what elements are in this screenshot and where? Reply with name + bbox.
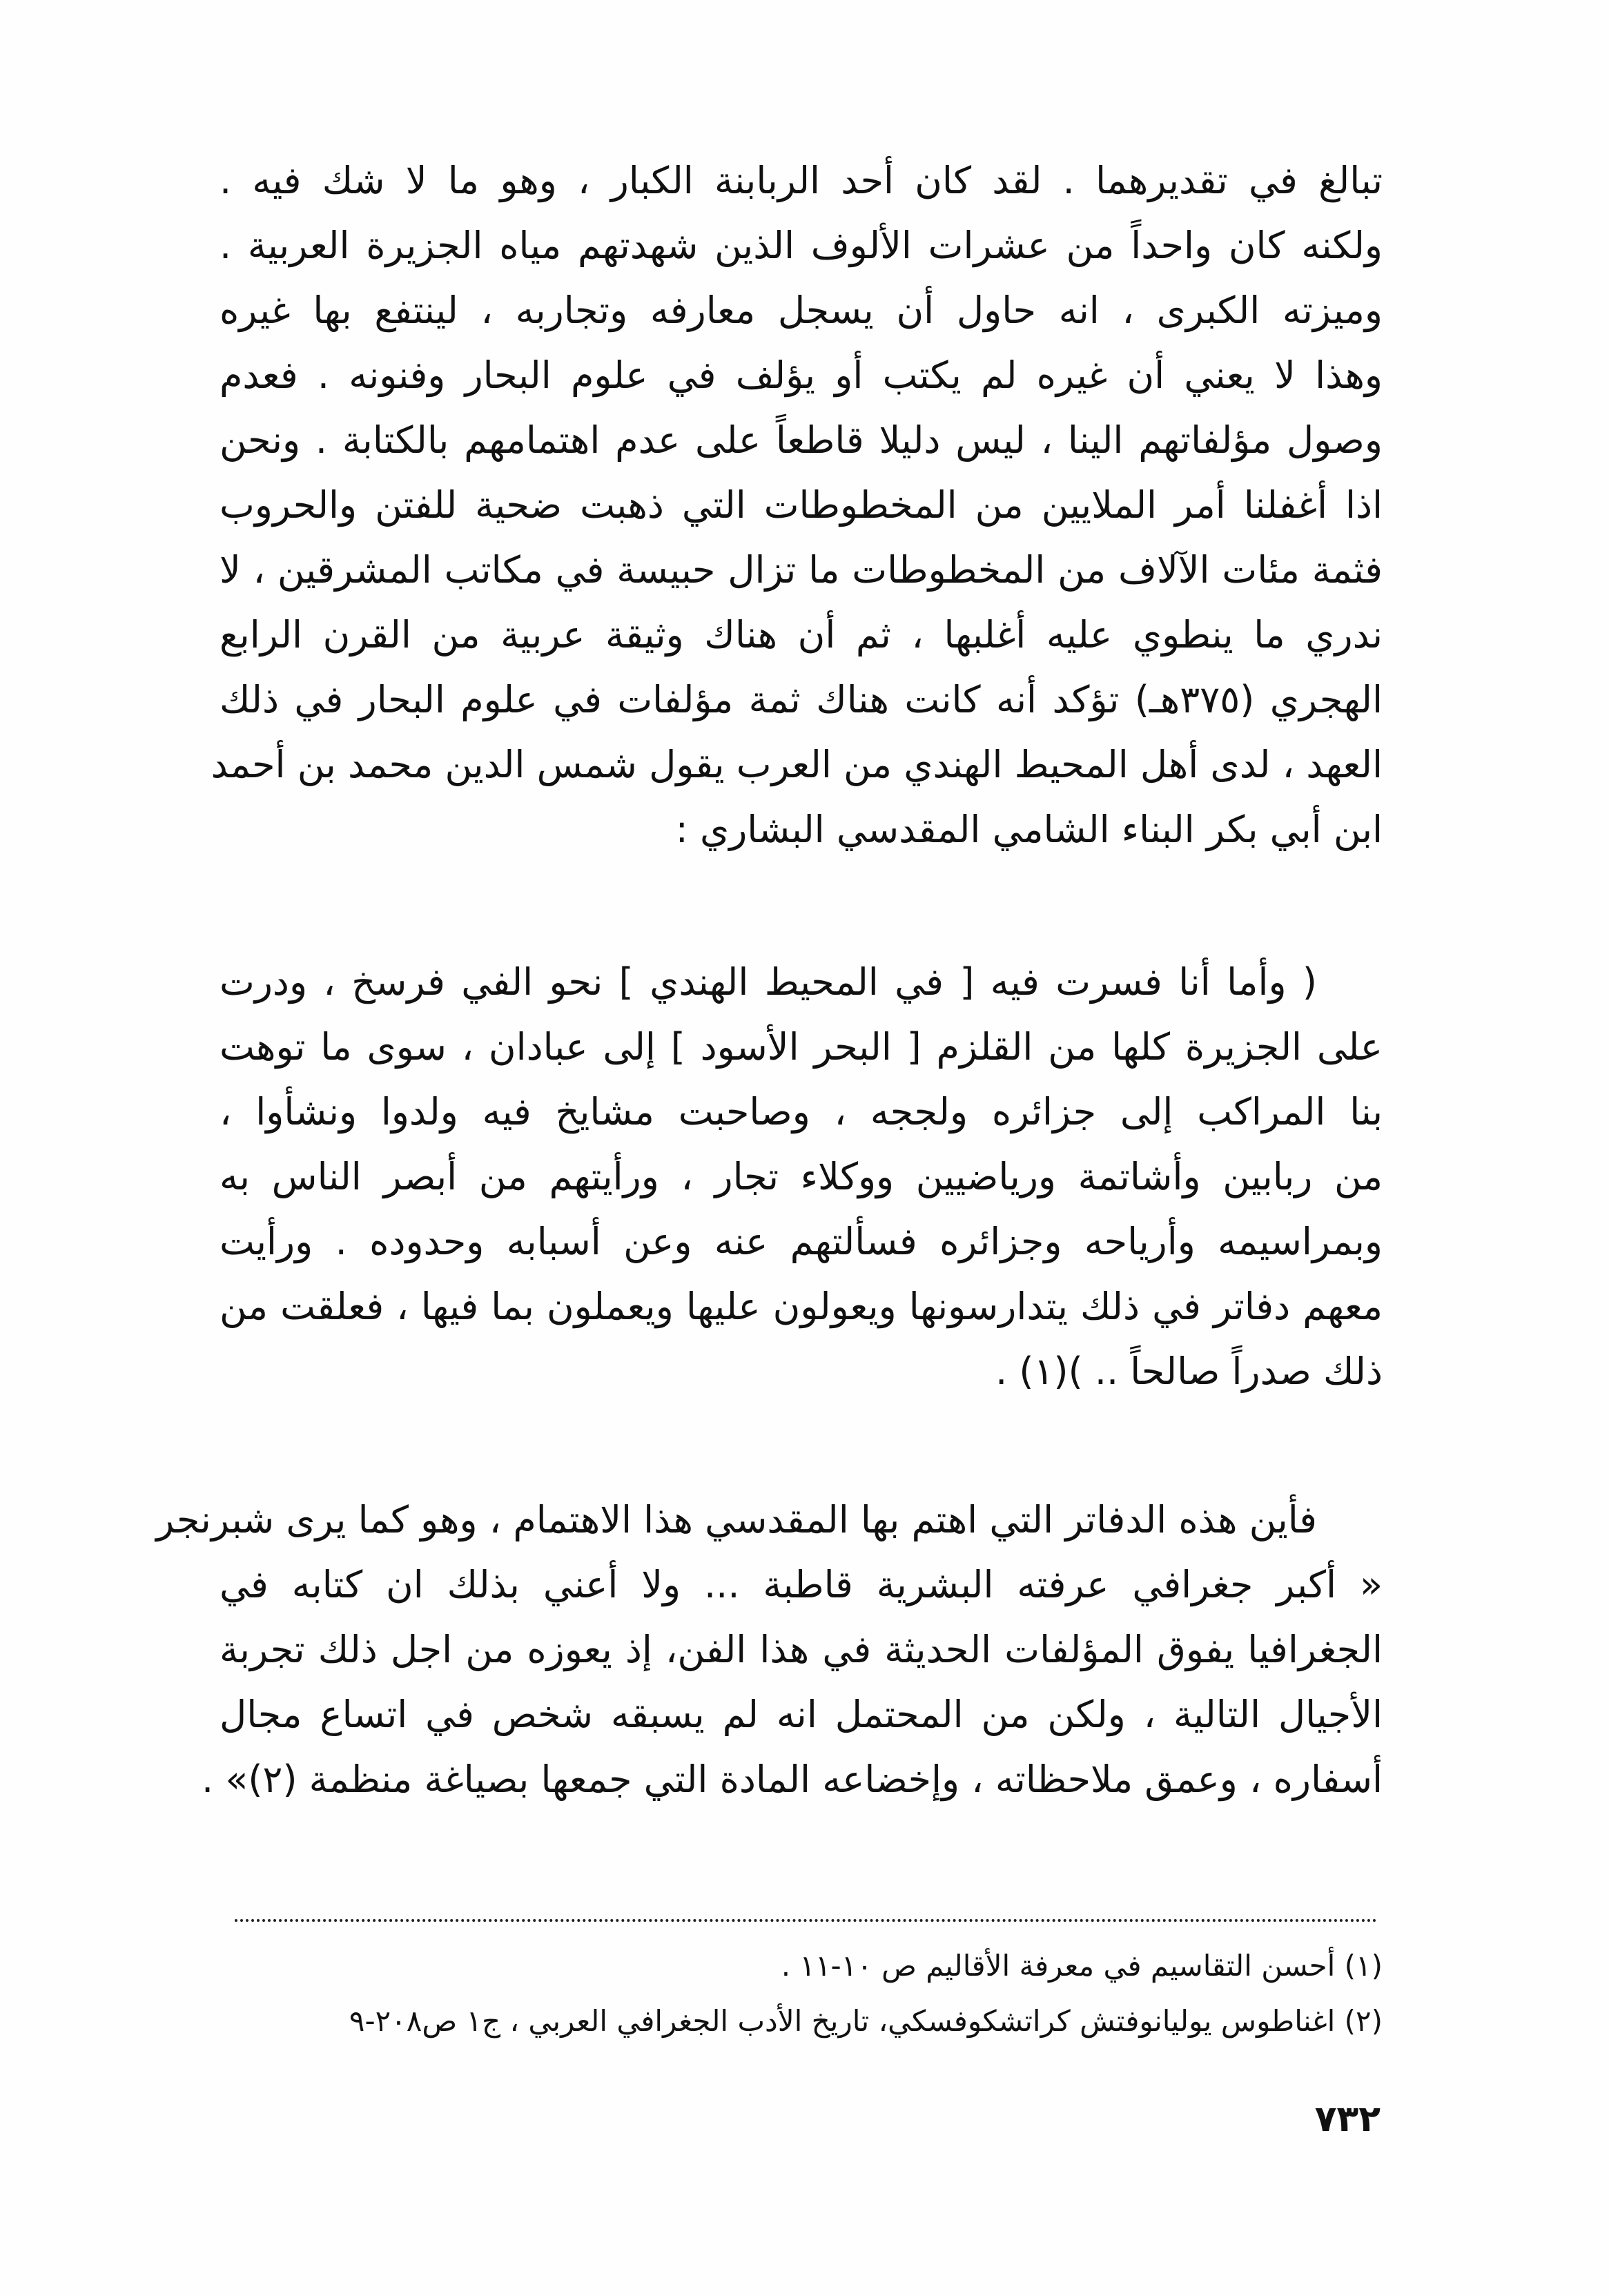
text-line: الجغرافيا يفوق المؤلفات الحديثة في هذا الفن، إذ يعوزه من اجل ذلك تجربة bbox=[220, 1628, 1383, 1671]
text-line: ذلك صدراً صالحاً .. )(١) . bbox=[995, 1350, 1383, 1393]
text-line: من ربابين وأشاتمة ورياضيين ووكلاء تجار ، ورأيتهم من أبصر الناس به bbox=[220, 1155, 1383, 1198]
text-line: « أكبر جغرافي عرفته البشرية قاطبة ... ولا أعني بذلك ان كتابه في bbox=[220, 1563, 1383, 1606]
text-line: وهذا لا يعني أن غيره لم يكتب أو يؤلف في علوم البحار وفنونه . فعدم bbox=[220, 353, 1383, 397]
footnotes bbox=[220, 1938, 1383, 2049]
text-line: العهد ، لدى أهل المحيط الهندي من العرب يقول شمس الدين محمد بن أحمد bbox=[211, 743, 1383, 786]
text-line: ابن أبي بكر البناء الشامي المقدسي البشاري : bbox=[675, 808, 1383, 851]
paragraph-3 bbox=[156, 1488, 1383, 1812]
text-line: اذا أغفلنا أمر الملايين من المخطوطات التي ذهبت ضحية للفتن والحروب bbox=[220, 483, 1383, 527]
footnote: (٢) اغناطوس يوليانوفتش كراتشكوفسكي، تاريخ الأدب الجغرافي العربي ، ج١ ص٢٠٨-٩ bbox=[349, 2004, 1383, 2038]
text-line: فثمة مئات الآلاف من المخطوطات ما تزال حبيسة في مكاتب المشرقين ، لا bbox=[220, 548, 1383, 592]
text-line: ندري ما ينطوي عليه أغلبها ، ثم أن هناك وثيقة عربية من القرن الرابع bbox=[220, 613, 1383, 656]
text-line: بنا المراكب إلى جزائره ولججه ، وصاحبت مشايخ فيه ولدوا ونشأوا ، bbox=[220, 1090, 1383, 1134]
text-line: الأجيال التالية ، ولكن من المحتمل انه لم يسبقه شخص في اتساع مجال bbox=[220, 1693, 1383, 1736]
quotation-paragraph bbox=[220, 950, 1383, 1404]
footnote: (١) أحسن التقاسيم في معرفة الأقاليم ص ١٠-١١ . bbox=[781, 1949, 1383, 1983]
text-line: فأين هذه الدفاتر التي اهتم بها المقدسي هذا الاهتمام ، وهو كما يرى شبرنجر bbox=[156, 1498, 1317, 1541]
footnote-separator bbox=[235, 1919, 1377, 1922]
paragraph-1 bbox=[211, 148, 1383, 862]
text-line: أسفاره ، وعمق ملاحظاته ، وإخضاعه المادة التي جمعها بصياغة منظمة (٢)» . bbox=[201, 1758, 1383, 1801]
text-line: الهجري (٣٧٥هـ) تؤكد أنه كانت هناك ثمة مؤلفات في علوم البحار في ذلك bbox=[220, 678, 1383, 721]
text-line: على الجزيرة كلها من القلزم [ البحر الأسود ] إلى عبادان ، سوى ما توهت bbox=[220, 1025, 1383, 1069]
text-line: وصول مؤلفاتهم الينا ، ليس دليلا قاطعاً على عدم اهتمامهم بالكتابة . ونحن bbox=[220, 418, 1383, 462]
text-line: ولكنه كان واحداً من عشرات الألوف الذين شهدتهم مياه الجزيرة العربية . bbox=[220, 224, 1383, 267]
text-line: معهم دفاتر في ذلك يتدارسونها ويعولون عليها ويعملون بما فيها ، فعلقت من bbox=[220, 1285, 1383, 1328]
text-line: تبالغ في تقديرهما . لقد كان أحد الربابنة الكبار ، وهو ما لا شك فيه . bbox=[220, 159, 1383, 202]
text-line: ( وأما أنا فسرت فيه [ في المحيط الهندي ] نحو الفي فرسخ ، ودرت bbox=[220, 960, 1317, 1004]
text-line: وميزته الكبرى ، انه حاول أن يسجل معارفه وتجاربه ، لينتفع بها غيره bbox=[220, 289, 1383, 332]
text-line: وبمراسيمه وأرياحه وجزائره فسألتهم عنه وعن أسبابه وحدوده . ورأيت bbox=[220, 1220, 1383, 1263]
page-number: ٧٣٢ bbox=[1314, 2099, 1381, 2140]
